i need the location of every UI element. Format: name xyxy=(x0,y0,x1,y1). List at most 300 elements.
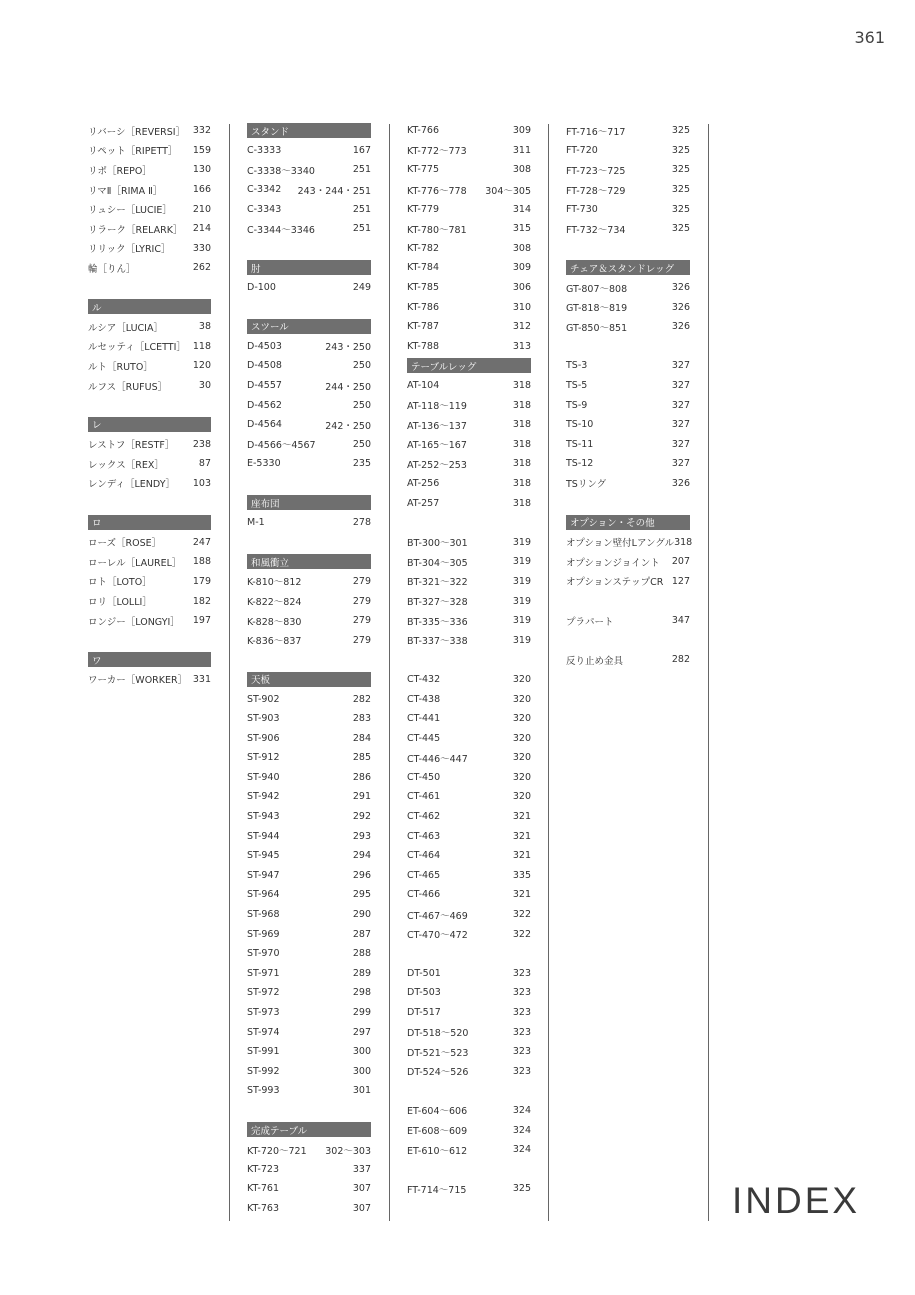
section-header: 座布団 xyxy=(247,495,371,510)
entry-name: ST-940 xyxy=(247,771,280,783)
entry-page: 326 xyxy=(671,282,690,294)
entry-name: ST-947 xyxy=(247,869,280,881)
entry-page: 322 xyxy=(512,909,531,921)
spacer xyxy=(88,493,211,513)
entry-page: 319 xyxy=(512,615,531,627)
spacer xyxy=(566,591,690,611)
entry-name: オプション壁付Lアングル xyxy=(566,538,675,550)
entry-page: 326 xyxy=(671,477,690,489)
entry-page: 295 xyxy=(352,889,371,901)
entry-name: リペット［RIPETT］ xyxy=(88,146,178,158)
entry-page: 214 xyxy=(192,223,211,235)
entry-name: CT-450 xyxy=(407,771,441,783)
entry-name: M-1 xyxy=(247,517,265,529)
spacer xyxy=(88,395,211,415)
entry-name: CT-465 xyxy=(407,869,441,881)
entry-name: ST-991 xyxy=(247,1046,280,1058)
index-entry xyxy=(566,650,690,670)
index-entry xyxy=(407,1062,531,1082)
entry-page: 347 xyxy=(671,615,690,627)
spacer xyxy=(247,239,371,259)
index-entry xyxy=(247,611,371,631)
entry-page: 318 xyxy=(512,458,531,470)
index-entry xyxy=(566,317,690,337)
index-entry xyxy=(88,591,211,611)
entry-name: K-810～812 xyxy=(247,577,302,589)
entry-page: 323 xyxy=(512,1046,531,1058)
entry-page: 320 xyxy=(512,752,531,764)
entry-name: CT-438 xyxy=(407,693,441,705)
entry-page: 188 xyxy=(192,556,211,568)
entry-page: 166 xyxy=(192,184,211,196)
entry-page: 323 xyxy=(512,1026,531,1038)
entry-name: KT-763 xyxy=(247,1202,279,1214)
entry-page: 318 xyxy=(512,438,531,450)
index-entry xyxy=(247,1003,371,1023)
entry-name: ST-969 xyxy=(247,928,280,940)
entry-name: E-5330 xyxy=(247,458,281,470)
entry-page: 103 xyxy=(192,477,211,489)
index-entry xyxy=(247,278,371,298)
entry-name: ST-964 xyxy=(247,889,280,901)
index-entry xyxy=(566,611,690,631)
entry-name: AT-136～137 xyxy=(407,420,467,432)
index-entry xyxy=(247,689,371,709)
spacer xyxy=(566,337,690,357)
index-entry xyxy=(88,121,211,141)
entry-name: KT-785 xyxy=(407,282,439,294)
spacer xyxy=(407,944,531,964)
index-entry xyxy=(247,337,371,357)
index-entry xyxy=(88,611,211,631)
entry-page: 179 xyxy=(192,575,211,587)
entry-page: 322 xyxy=(512,928,531,940)
section-header: 肘 xyxy=(247,260,371,275)
entry-name: C-3343 xyxy=(247,203,282,215)
index-entry xyxy=(566,552,690,572)
entry-name: BT-321～322 xyxy=(407,577,468,589)
entry-page: 318 xyxy=(512,477,531,489)
entry-page: 299 xyxy=(352,1007,371,1019)
entry-page: 279 xyxy=(352,634,371,646)
index-entry xyxy=(407,748,531,768)
spacer xyxy=(407,1081,531,1101)
entry-page: 319 xyxy=(512,595,531,607)
entry-name: ST-944 xyxy=(247,830,280,842)
entry-page: 324 xyxy=(512,1104,531,1116)
entry-page: 325 xyxy=(671,223,690,235)
entry-page: 319 xyxy=(512,634,531,646)
entry-page: 282 xyxy=(352,693,371,705)
entry-page: 292 xyxy=(352,811,371,823)
entry-name: D-4557 xyxy=(247,380,282,392)
index-entry xyxy=(247,748,371,768)
entry-page: 120 xyxy=(192,360,211,372)
entry-page: 279 xyxy=(352,575,371,587)
entry-page: 249 xyxy=(352,282,371,294)
entry-page: 325 xyxy=(671,144,690,156)
entry-name: KT-788 xyxy=(407,340,439,352)
section-header: レ xyxy=(88,417,211,432)
entry-name: ST-971 xyxy=(247,967,280,979)
entry-name: CT-467～469 xyxy=(407,910,468,922)
section-header: チェア＆スタンドレッグ xyxy=(566,260,690,275)
entry-name: KT-779 xyxy=(407,203,439,215)
entry-page: 159 xyxy=(192,144,211,156)
spacer xyxy=(566,239,690,259)
entry-page: 307 xyxy=(352,1183,371,1195)
index-entry xyxy=(566,121,690,141)
entry-name: AT-104 xyxy=(407,380,440,392)
spacer xyxy=(88,278,211,298)
index-entry xyxy=(407,983,531,1003)
index-entry xyxy=(88,356,211,376)
entry-page: 251 xyxy=(352,203,371,215)
entry-page: 301 xyxy=(352,1085,371,1097)
entry-name: CT-466 xyxy=(407,889,441,901)
spacer xyxy=(407,650,531,670)
entry-name: ロト［LOTO］ xyxy=(88,577,152,589)
entry-page: 319 xyxy=(512,575,531,587)
index-entry xyxy=(407,160,531,180)
section-header: 完成テーブル xyxy=(247,1122,371,1137)
entry-page: 293 xyxy=(352,830,371,842)
entry-page: 320 xyxy=(512,791,531,803)
index-entry xyxy=(407,199,531,219)
spacer xyxy=(247,297,371,317)
index-entry xyxy=(407,1042,531,1062)
entry-name: CT-463 xyxy=(407,830,441,842)
entry-page: 320 xyxy=(512,693,531,705)
index-entry xyxy=(407,376,531,396)
entry-page: 306 xyxy=(512,282,531,294)
column-divider xyxy=(229,124,230,1221)
entry-page: 300 xyxy=(352,1065,371,1077)
entry-page: 167 xyxy=(352,144,371,156)
entry-name: KT-723 xyxy=(247,1163,279,1175)
index-entry xyxy=(247,435,371,455)
entry-name: 反り止め金具 xyxy=(566,655,624,667)
entry-name: BT-337～338 xyxy=(407,636,468,648)
index-entry xyxy=(407,532,531,552)
index-entry xyxy=(566,435,690,455)
index-column-4 xyxy=(566,121,693,670)
entry-name: KT-775 xyxy=(407,164,439,176)
index-entry xyxy=(407,709,531,729)
entry-page: 327 xyxy=(671,419,690,431)
entry-page: 38 xyxy=(198,321,211,333)
entry-page: 318 xyxy=(512,419,531,431)
index-entry xyxy=(88,160,211,180)
entry-name: ロンジー［LONGYI］ xyxy=(88,616,180,628)
entry-name: BT-304～305 xyxy=(407,557,468,569)
entry-page: 323 xyxy=(512,1007,531,1019)
index-entry xyxy=(88,670,211,690)
entry-name: ルセッティ［LCETTI］ xyxy=(88,342,186,354)
entry-page: 284 xyxy=(352,732,371,744)
index-entry xyxy=(407,1022,531,1042)
index-entry xyxy=(88,141,211,161)
index-entry xyxy=(88,454,211,474)
index-entry xyxy=(247,160,371,180)
spacer xyxy=(88,630,211,650)
entry-page: 309 xyxy=(512,262,531,274)
index-entry xyxy=(566,415,690,435)
entry-name: AT-165～167 xyxy=(407,440,467,452)
entry-page: 323 xyxy=(512,967,531,979)
entry-page: 238 xyxy=(192,438,211,450)
entry-name: ST-974 xyxy=(247,1026,280,1038)
index-entry xyxy=(247,219,371,239)
entry-page: 278 xyxy=(352,517,371,529)
entry-name: ロリ［LOLLI］ xyxy=(88,597,152,609)
entry-name: レストフ［RESTF］ xyxy=(88,440,175,452)
entry-name: KT-787 xyxy=(407,321,439,333)
index-entry xyxy=(407,807,531,827)
entry-name: TS-12 xyxy=(566,458,594,470)
index-entry xyxy=(247,768,371,788)
index-entry xyxy=(247,924,371,944)
index-entry xyxy=(247,572,371,592)
entry-page: 250 xyxy=(352,399,371,411)
entry-page: 308 xyxy=(512,242,531,254)
index-entry xyxy=(566,160,690,180)
index-entry xyxy=(407,924,531,944)
entry-name: KT-786 xyxy=(407,301,439,313)
section-header: スツール xyxy=(247,319,371,334)
index-entry xyxy=(247,376,371,396)
index-entry xyxy=(407,297,531,317)
index-entry xyxy=(407,317,531,337)
spacer xyxy=(247,650,371,670)
index-entry xyxy=(566,141,690,161)
entry-name: CT-464 xyxy=(407,850,441,862)
entry-page: 337 xyxy=(352,1163,371,1175)
entry-page: 326 xyxy=(671,301,690,313)
index-entry xyxy=(407,670,531,690)
entry-name: TS-9 xyxy=(566,399,588,411)
entry-page: 321 xyxy=(512,811,531,823)
entry-name: ET-604～606 xyxy=(407,1106,468,1118)
entry-page: 327 xyxy=(671,458,690,470)
entry-name: ローレル［LAUREL］ xyxy=(88,557,182,569)
entry-page: 321 xyxy=(512,830,531,842)
entry-name: リマⅡ［RIMA Ⅱ］ xyxy=(88,185,163,197)
entry-name: ST-992 xyxy=(247,1065,280,1077)
index-entry xyxy=(247,885,371,905)
index-column-1 xyxy=(88,121,211,689)
entry-name: ET-610～612 xyxy=(407,1145,468,1157)
entry-name: ルフス［RUFUS］ xyxy=(88,381,168,393)
entry-name: KT-766 xyxy=(407,125,439,137)
index-entry xyxy=(247,807,371,827)
entry-page: 118 xyxy=(192,340,211,352)
spacer xyxy=(247,474,371,494)
index-entry xyxy=(407,572,531,592)
index-entry xyxy=(247,787,371,807)
entry-page: 318 xyxy=(674,536,693,548)
index-entry xyxy=(247,1022,371,1042)
entry-page: 247 xyxy=(192,536,211,548)
entry-page: 182 xyxy=(192,595,211,607)
section-header: オプション・その他 xyxy=(566,515,690,530)
index-entry xyxy=(407,1179,531,1199)
entry-name: リラーク［RELARK］ xyxy=(88,224,183,236)
entry-name: FT-714～715 xyxy=(407,1184,467,1196)
index-entry xyxy=(247,1042,371,1062)
entry-name: ST-993 xyxy=(247,1085,280,1097)
index-entry xyxy=(407,435,531,455)
entry-name: K-828～830 xyxy=(247,616,302,628)
section-header: 天板 xyxy=(247,672,371,687)
entry-name: FT-723～725 xyxy=(566,165,626,177)
index-entry xyxy=(247,356,371,376)
index-entry xyxy=(247,199,371,219)
entry-name: BT-335～336 xyxy=(407,616,468,628)
index-entry xyxy=(407,1140,531,1160)
entry-name: オプションステップCR xyxy=(566,577,664,589)
entry-name: ST-942 xyxy=(247,791,280,803)
entry-name: ST-903 xyxy=(247,713,280,725)
entry-page: 289 xyxy=(352,967,371,979)
entry-name: ローズ［ROSE］ xyxy=(88,538,162,550)
index-entry xyxy=(566,454,690,474)
index-entry xyxy=(88,474,211,494)
index-entry xyxy=(247,1199,371,1219)
index-entry xyxy=(566,180,690,200)
entry-page: 318 xyxy=(512,497,531,509)
entry-name: ST-902 xyxy=(247,693,280,705)
entry-page: 313 xyxy=(512,340,531,352)
entry-page: 291 xyxy=(352,791,371,803)
index-entry xyxy=(566,395,690,415)
entry-name: オプションジョイント xyxy=(566,557,660,569)
entry-name: ワーカー［WORKER］ xyxy=(88,675,188,687)
index-entry xyxy=(88,376,211,396)
section-header: ワ xyxy=(88,652,211,667)
entry-name: GT-807～808 xyxy=(566,283,628,295)
entry-name: C-3333 xyxy=(247,144,282,156)
entry-name: BT-327～328 xyxy=(407,597,468,609)
entry-name: KT-776～778 xyxy=(407,185,467,197)
entry-name: BT-300～301 xyxy=(407,538,468,550)
entry-name: ルト［RUTO］ xyxy=(88,361,153,373)
entry-name: KT-772～773 xyxy=(407,146,467,158)
entry-page: 330 xyxy=(192,242,211,254)
entry-page: 87 xyxy=(198,458,211,470)
entry-name: ST-943 xyxy=(247,811,280,823)
entry-page: 324 xyxy=(512,1124,531,1136)
entry-page: 243・250 xyxy=(325,342,371,354)
index-column-3 xyxy=(407,121,531,1199)
entry-page: 235 xyxy=(352,458,371,470)
entry-page: 332 xyxy=(192,125,211,137)
entry-name: D-4508 xyxy=(247,360,282,372)
index-entry xyxy=(407,866,531,886)
entry-name: ST-973 xyxy=(247,1007,280,1019)
index-entry xyxy=(407,493,531,513)
entry-page: 309 xyxy=(512,125,531,137)
index-entry xyxy=(247,983,371,1003)
entry-name: C-3342 xyxy=(247,184,282,196)
entry-name: 輪［りん］ xyxy=(88,263,136,275)
column-divider xyxy=(548,124,549,1221)
entry-page: 320 xyxy=(512,732,531,744)
index-entry xyxy=(247,826,371,846)
index-entry xyxy=(247,866,371,886)
entry-name: FT-716～717 xyxy=(566,126,626,138)
entry-page: 325 xyxy=(671,164,690,176)
index-entry xyxy=(247,454,371,474)
index-entry xyxy=(407,689,531,709)
index-entry xyxy=(407,552,531,572)
index-entry xyxy=(88,258,211,278)
index-entry xyxy=(407,728,531,748)
spacer xyxy=(407,513,531,533)
entry-name: レックス［REX］ xyxy=(88,459,164,471)
entry-page: 210 xyxy=(192,203,211,215)
index-entry xyxy=(247,709,371,729)
entry-page: 321 xyxy=(512,889,531,901)
entry-page: 307 xyxy=(352,1202,371,1214)
index-entry xyxy=(407,278,531,298)
index-entry xyxy=(247,591,371,611)
entry-page: 262 xyxy=(192,262,211,274)
entry-page: 242・250 xyxy=(325,420,371,432)
index-entry xyxy=(407,787,531,807)
entry-name: CT-441 xyxy=(407,713,441,725)
entry-page: 279 xyxy=(352,615,371,627)
index-entry xyxy=(407,454,531,474)
entry-page: 251 xyxy=(352,164,371,176)
entry-page: 308 xyxy=(512,164,531,176)
index-entry xyxy=(566,278,690,298)
index-entry xyxy=(407,239,531,259)
index-entry xyxy=(247,1179,371,1199)
entry-name: AT-118～119 xyxy=(407,401,467,413)
entry-page: 327 xyxy=(671,438,690,450)
entry-page: 327 xyxy=(671,399,690,411)
entry-page: 311 xyxy=(512,144,531,156)
entry-page: 326 xyxy=(671,321,690,333)
entry-page: 327 xyxy=(671,380,690,392)
entry-name: DT-503 xyxy=(407,987,441,999)
section-header: スタンド xyxy=(247,123,371,138)
page-number: 361 xyxy=(854,28,885,47)
index-entry xyxy=(88,532,211,552)
entry-name: FT-728～729 xyxy=(566,185,626,197)
index-entry xyxy=(247,1081,371,1101)
index-entry xyxy=(407,180,531,200)
index-entry xyxy=(247,395,371,415)
entry-page: 310 xyxy=(512,301,531,313)
index-entry xyxy=(566,297,690,317)
entry-page: 323 xyxy=(512,1065,531,1077)
entry-page: 319 xyxy=(512,556,531,568)
entry-name: リリック［LYRIC］ xyxy=(88,244,171,256)
entry-page: 323 xyxy=(512,987,531,999)
entry-name: FT-732～734 xyxy=(566,224,626,236)
entry-page: 320 xyxy=(512,713,531,725)
index-entry xyxy=(247,1140,371,1160)
entry-page: 318 xyxy=(512,399,531,411)
entry-name: CT-462 xyxy=(407,811,441,823)
entry-name: ET-608～609 xyxy=(407,1126,468,1138)
entry-name: ST-968 xyxy=(247,909,280,921)
entry-page: 244・250 xyxy=(325,381,371,393)
entry-page: 283 xyxy=(352,713,371,725)
index-entry xyxy=(88,572,211,592)
